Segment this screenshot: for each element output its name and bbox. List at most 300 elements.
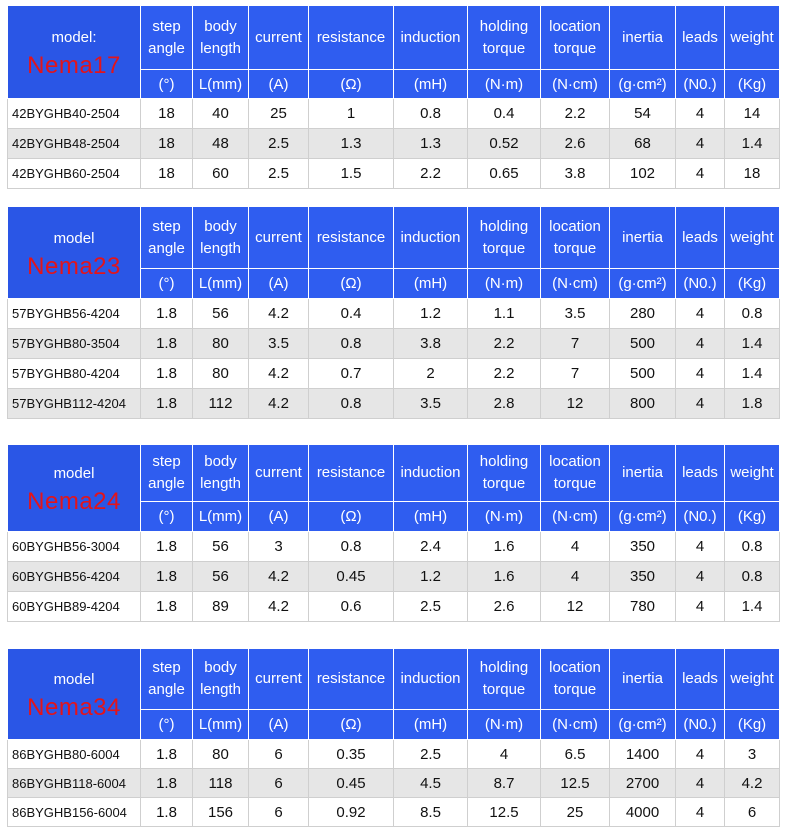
value-cell-step-angle: 18	[141, 129, 193, 159]
model-number-cell: 86BYGHB118-6004	[8, 769, 141, 798]
value-cell-current: 4.2	[249, 359, 309, 389]
unit-cell-step-angle: (°)	[141, 269, 193, 299]
value-cell-body-length: 56	[193, 299, 249, 329]
column-header-text: step	[152, 17, 181, 35]
value-cell-holding-torque: 0.52	[468, 129, 541, 159]
value-cell-leads: 4	[676, 769, 725, 798]
column-header-text: holding	[479, 659, 529, 676]
unit-cell-resistance: (Ω)	[309, 502, 394, 532]
column-header-weight	[725, 6, 780, 70]
table-row	[8, 389, 780, 419]
column-header-text: location	[549, 659, 601, 676]
unit-cell-body-length: L(mm)	[193, 269, 249, 299]
value-cell-holding-torque: 2.8	[468, 389, 541, 419]
value-cell-location-torque: 6.5	[541, 740, 610, 769]
column-header-inertia	[610, 207, 676, 269]
value-cell-resistance: 0.7	[309, 359, 394, 389]
unit-cell-inertia: (g·cm²)	[610, 502, 676, 532]
table-row	[8, 798, 780, 827]
value-cell-current: 6	[249, 769, 309, 798]
value-cell-leads: 4	[676, 532, 725, 562]
value-cell-holding-torque: 2.2	[468, 329, 541, 359]
column-header-text: body	[204, 17, 237, 35]
column-header-text: leads	[682, 228, 718, 246]
nema-size-name: Nema34	[27, 694, 121, 721]
column-header-current	[249, 207, 309, 269]
value-cell-weight: 4.2	[725, 769, 780, 798]
unit-cell-weight: (Kg)	[725, 269, 780, 299]
column-header-text: inertia	[622, 670, 663, 687]
value-cell-resistance: 0.8	[309, 329, 394, 359]
column-header-induction	[394, 207, 468, 269]
unit-cell-body-length: L(mm)	[193, 710, 249, 740]
unit-cell-induction: (mH)	[394, 70, 468, 99]
unit-cell-location-torque: (N·cm)	[541, 710, 610, 740]
unit-cell-body-length: L(mm)	[193, 70, 249, 99]
value-cell-weight: 1.8	[725, 389, 780, 419]
value-cell-current: 2.5	[249, 129, 309, 159]
model-number-cell: 57BYGHB112-4204	[8, 389, 141, 419]
unit-cell-current: (A)	[249, 70, 309, 99]
unit-cell-location-torque: (N·cm)	[541, 269, 610, 299]
column-header-step-angle	[141, 649, 193, 710]
column-header-current	[249, 445, 309, 502]
column-header-text: location	[549, 453, 601, 470]
table-row	[8, 129, 780, 159]
column-header-text: angle	[148, 475, 185, 492]
table-row	[8, 532, 780, 562]
value-cell-leads: 4	[676, 592, 725, 622]
value-cell-induction: 0.8	[394, 99, 468, 129]
value-cell-induction: 3.5	[394, 389, 468, 419]
unit-cell-location-torque: (N·cm)	[541, 70, 610, 99]
column-header-leads	[676, 445, 725, 502]
column-header-leads	[676, 207, 725, 269]
value-cell-resistance: 0.92	[309, 798, 394, 827]
value-cell-body-length: 56	[193, 562, 249, 592]
column-header-resistance	[309, 649, 394, 710]
column-header-resistance	[309, 445, 394, 502]
model-label: model	[53, 671, 95, 688]
value-cell-induction: 1.3	[394, 129, 468, 159]
column-header-text: step	[152, 453, 181, 470]
value-cell-location-torque: 12	[541, 592, 610, 622]
column-header-text: resistance	[316, 464, 386, 481]
value-cell-leads: 4	[676, 99, 725, 129]
unit-cell-holding-torque: (N·m)	[468, 502, 541, 532]
column-header-text: torque	[482, 39, 526, 57]
value-cell-holding-torque: 2.2	[468, 359, 541, 389]
unit-cell-inertia: (g·cm²)	[610, 70, 676, 99]
column-header-text: length	[200, 39, 241, 57]
table-body	[8, 740, 780, 827]
table-row	[8, 159, 780, 189]
column-header-text: leads	[682, 670, 718, 687]
spec-table-nema24	[7, 444, 780, 622]
value-cell-body-length: 56	[193, 532, 249, 562]
value-cell-current: 3	[249, 532, 309, 562]
column-header-text: torque	[553, 239, 597, 257]
value-cell-current: 3.5	[249, 329, 309, 359]
column-header-location-torque	[541, 649, 610, 710]
unit-cell-inertia: (g·cm²)	[610, 710, 676, 740]
table-header	[8, 649, 780, 740]
column-header-text: resistance	[316, 228, 386, 246]
header-row	[8, 445, 780, 502]
value-cell-current: 4.2	[249, 592, 309, 622]
model-header-cell	[8, 649, 141, 740]
column-header-text: induction	[400, 28, 461, 46]
value-cell-holding-torque: 0.4	[468, 99, 541, 129]
table-row	[8, 359, 780, 389]
column-header-text: weight	[730, 28, 774, 46]
value-cell-weight: 0.8	[725, 299, 780, 329]
column-header-text: current	[255, 228, 302, 246]
unit-cell-resistance: (Ω)	[309, 269, 394, 299]
unit-cell-resistance: (Ω)	[309, 710, 394, 740]
value-cell-current: 4.2	[249, 299, 309, 329]
column-header-text: induction	[400, 670, 461, 687]
value-cell-induction: 2.5	[394, 740, 468, 769]
column-header-holding-torque	[468, 207, 541, 269]
column-header-text: torque	[553, 39, 597, 57]
value-cell-leads: 4	[676, 129, 725, 159]
column-header-text: length	[200, 475, 241, 492]
value-cell-current: 6	[249, 740, 309, 769]
column-header-text: weight	[730, 464, 774, 481]
unit-cell-leads: (N0.)	[676, 502, 725, 532]
model-header-cell	[8, 207, 141, 299]
table-row	[8, 740, 780, 769]
value-cell-body-length: 118	[193, 769, 249, 798]
nema-size-name: Nema23	[27, 252, 121, 280]
value-cell-step-angle: 18	[141, 99, 193, 129]
unit-cell-holding-torque: (N·m)	[468, 710, 541, 740]
spec-table-nema17	[7, 5, 780, 189]
value-cell-inertia: 500	[610, 329, 676, 359]
column-header-text: weight	[730, 670, 774, 687]
column-header-text: current	[255, 464, 302, 481]
value-cell-inertia: 350	[610, 562, 676, 592]
value-cell-current: 2.5	[249, 159, 309, 189]
value-cell-step-angle: 1.8	[141, 359, 193, 389]
value-cell-weight: 14	[725, 99, 780, 129]
value-cell-leads: 4	[676, 740, 725, 769]
unit-cell-location-torque: (N·cm)	[541, 502, 610, 532]
column-header-leads	[676, 649, 725, 710]
value-cell-location-torque: 12	[541, 389, 610, 419]
model-number-cell: 42BYGHB48-2504	[8, 129, 141, 159]
value-cell-inertia: 1400	[610, 740, 676, 769]
value-cell-location-torque: 7	[541, 359, 610, 389]
value-cell-induction: 2.4	[394, 532, 468, 562]
value-cell-holding-torque: 1.1	[468, 299, 541, 329]
column-header-text: resistance	[316, 28, 386, 46]
model-number-cell: 57BYGHB80-3504	[8, 329, 141, 359]
model-number-cell: 60BYGHB89-4204	[8, 592, 141, 622]
column-header-holding-torque	[468, 649, 541, 710]
value-cell-location-torque: 2.2	[541, 99, 610, 129]
value-cell-resistance: 0.6	[309, 592, 394, 622]
value-cell-leads: 4	[676, 389, 725, 419]
column-header-holding-torque	[468, 6, 541, 70]
value-cell-body-length: 40	[193, 99, 249, 129]
value-cell-body-length: 156	[193, 798, 249, 827]
value-cell-inertia: 500	[610, 359, 676, 389]
unit-cell-holding-torque: (N·m)	[468, 70, 541, 99]
column-header-holding-torque	[468, 445, 541, 502]
unit-cell-resistance: (Ω)	[309, 70, 394, 99]
column-header-text: leads	[682, 28, 718, 46]
model-number-cell: 57BYGHB56-4204	[8, 299, 141, 329]
value-cell-induction: 1.2	[394, 562, 468, 592]
model-header-cell	[8, 6, 141, 99]
column-header-resistance	[309, 6, 394, 70]
column-header-text: induction	[400, 464, 461, 481]
table-header	[8, 6, 780, 99]
value-cell-holding-torque: 2.6	[468, 592, 541, 622]
model-label: model	[53, 229, 95, 247]
table-header	[8, 207, 780, 299]
value-cell-weight: 1.4	[725, 329, 780, 359]
column-header-text: leads	[682, 464, 718, 481]
unit-cell-step-angle: (°)	[141, 502, 193, 532]
value-cell-leads: 4	[676, 562, 725, 592]
unit-cell-leads: (N0.)	[676, 710, 725, 740]
column-header-text: step	[152, 659, 181, 676]
column-header-induction	[394, 649, 468, 710]
column-header-body-length	[193, 6, 249, 70]
value-cell-holding-torque: 1.6	[468, 532, 541, 562]
column-header-induction	[394, 6, 468, 70]
value-cell-weight: 6	[725, 798, 780, 827]
value-cell-current: 4.2	[249, 389, 309, 419]
unit-cell-induction: (mH)	[394, 502, 468, 532]
value-cell-induction: 3.8	[394, 329, 468, 359]
column-header-text: torque	[482, 681, 526, 698]
value-cell-location-torque: 7	[541, 329, 610, 359]
table-header	[8, 445, 780, 532]
table-body	[8, 299, 780, 419]
value-cell-current: 4.2	[249, 562, 309, 592]
column-header-text: inertia	[622, 28, 663, 46]
model-header-cell	[8, 445, 141, 532]
value-cell-induction: 2.5	[394, 592, 468, 622]
value-cell-step-angle: 1.8	[141, 740, 193, 769]
value-cell-body-length: 80	[193, 359, 249, 389]
column-header-step-angle	[141, 207, 193, 269]
table-row	[8, 329, 780, 359]
value-cell-body-length: 60	[193, 159, 249, 189]
model-number-cell: 42BYGHB40-2504	[8, 99, 141, 129]
value-cell-location-torque: 3.5	[541, 299, 610, 329]
value-cell-leads: 4	[676, 798, 725, 827]
column-header-weight	[725, 649, 780, 710]
value-cell-step-angle: 1.8	[141, 329, 193, 359]
column-header-body-length	[193, 649, 249, 710]
value-cell-current: 25	[249, 99, 309, 129]
value-cell-location-torque: 12.5	[541, 769, 610, 798]
table-row	[8, 592, 780, 622]
value-cell-body-length: 89	[193, 592, 249, 622]
unit-cell-current: (A)	[249, 502, 309, 532]
value-cell-resistance: 0.4	[309, 299, 394, 329]
table-row	[8, 99, 780, 129]
column-header-text: body	[204, 453, 237, 470]
value-cell-leads: 4	[676, 299, 725, 329]
nema-size-name: Nema24	[27, 488, 121, 515]
value-cell-resistance: 0.45	[309, 562, 394, 592]
column-header-text: holding	[479, 453, 529, 470]
column-header-text: inertia	[622, 464, 663, 481]
table-body	[8, 532, 780, 622]
unit-cell-weight: (Kg)	[725, 710, 780, 740]
column-header-resistance	[309, 207, 394, 269]
column-header-text: holding	[479, 17, 529, 35]
value-cell-leads: 4	[676, 359, 725, 389]
value-cell-body-length: 112	[193, 389, 249, 419]
model-number-cell: 57BYGHB80-4204	[8, 359, 141, 389]
model-number-cell: 42BYGHB60-2504	[8, 159, 141, 189]
model-number-cell: 86BYGHB80-6004	[8, 740, 141, 769]
value-cell-induction: 2	[394, 359, 468, 389]
model-label: model	[53, 465, 95, 482]
column-header-text: angle	[148, 681, 185, 698]
value-cell-leads: 4	[676, 159, 725, 189]
column-header-text: location	[549, 17, 601, 35]
value-cell-resistance: 1.3	[309, 129, 394, 159]
value-cell-body-length: 80	[193, 329, 249, 359]
value-cell-inertia: 280	[610, 299, 676, 329]
column-header-text: torque	[482, 475, 526, 492]
value-cell-step-angle: 1.8	[141, 562, 193, 592]
value-cell-weight: 3	[725, 740, 780, 769]
column-header-induction	[394, 445, 468, 502]
value-cell-weight: 0.8	[725, 562, 780, 592]
value-cell-current: 6	[249, 798, 309, 827]
unit-cell-weight: (Kg)	[725, 502, 780, 532]
column-header-current	[249, 6, 309, 70]
column-header-inertia	[610, 649, 676, 710]
value-cell-location-torque: 4	[541, 532, 610, 562]
column-header-current	[249, 649, 309, 710]
value-cell-step-angle: 1.8	[141, 798, 193, 827]
column-header-text: weight	[730, 228, 774, 246]
column-header-text: holding	[479, 217, 529, 235]
value-cell-holding-torque: 0.65	[468, 159, 541, 189]
column-header-weight	[725, 207, 780, 269]
column-header-body-length	[193, 207, 249, 269]
value-cell-inertia: 350	[610, 532, 676, 562]
value-cell-step-angle: 1.8	[141, 299, 193, 329]
header-row	[8, 207, 780, 269]
value-cell-inertia: 54	[610, 99, 676, 129]
unit-cell-body-length: L(mm)	[193, 502, 249, 532]
column-header-text: resistance	[316, 670, 386, 687]
nema-size-name: Nema17	[27, 52, 121, 79]
column-header-inertia	[610, 445, 676, 502]
unit-cell-current: (A)	[249, 269, 309, 299]
value-cell-inertia: 4000	[610, 798, 676, 827]
value-cell-weight: 1.4	[725, 359, 780, 389]
unit-cell-induction: (mH)	[394, 269, 468, 299]
unit-cell-step-angle: (°)	[141, 710, 193, 740]
value-cell-induction: 1.2	[394, 299, 468, 329]
value-cell-resistance: 1.5	[309, 159, 394, 189]
table-row	[8, 299, 780, 329]
value-cell-resistance: 0.35	[309, 740, 394, 769]
column-header-text: length	[200, 681, 241, 698]
unit-cell-leads: (N0.)	[676, 70, 725, 99]
spec-table-nema34	[7, 648, 780, 827]
value-cell-induction: 2.2	[394, 159, 468, 189]
column-header-step-angle	[141, 445, 193, 502]
column-header-text: current	[255, 670, 302, 687]
value-cell-holding-torque: 12.5	[468, 798, 541, 827]
value-cell-inertia: 2700	[610, 769, 676, 798]
value-cell-induction: 8.5	[394, 798, 468, 827]
value-cell-inertia: 800	[610, 389, 676, 419]
unit-cell-weight: (Kg)	[725, 70, 780, 99]
spec-table-nema23	[7, 206, 780, 419]
unit-cell-holding-torque: (N·m)	[468, 269, 541, 299]
column-header-text: current	[255, 28, 302, 46]
column-header-body-length	[193, 445, 249, 502]
value-cell-location-torque: 3.8	[541, 159, 610, 189]
unit-cell-step-angle: (°)	[141, 70, 193, 99]
model-label: model:	[51, 29, 97, 46]
column-header-text: step	[152, 217, 181, 235]
value-cell-resistance: 0.8	[309, 389, 394, 419]
value-cell-body-length: 80	[193, 740, 249, 769]
column-header-text: body	[204, 659, 237, 676]
column-header-weight	[725, 445, 780, 502]
model-number-cell: 60BYGHB56-3004	[8, 532, 141, 562]
column-header-text: torque	[553, 681, 597, 698]
header-row	[8, 6, 780, 70]
value-cell-holding-torque: 1.6	[468, 562, 541, 592]
value-cell-weight: 18	[725, 159, 780, 189]
table-row	[8, 769, 780, 798]
unit-cell-induction: (mH)	[394, 710, 468, 740]
value-cell-location-torque: 2.6	[541, 129, 610, 159]
model-number-cell: 60BYGHB56-4204	[8, 562, 141, 592]
column-header-text: length	[200, 239, 241, 257]
value-cell-resistance: 0.45	[309, 769, 394, 798]
value-cell-holding-torque: 8.7	[468, 769, 541, 798]
unit-cell-inertia: (g·cm²)	[610, 269, 676, 299]
column-header-step-angle	[141, 6, 193, 70]
value-cell-induction: 4.5	[394, 769, 468, 798]
value-cell-weight: 1.4	[725, 129, 780, 159]
value-cell-step-angle: 1.8	[141, 532, 193, 562]
value-cell-body-length: 48	[193, 129, 249, 159]
column-header-text: torque	[553, 475, 597, 492]
value-cell-weight: 0.8	[725, 532, 780, 562]
value-cell-leads: 4	[676, 329, 725, 359]
column-header-leads	[676, 6, 725, 70]
column-header-text: induction	[400, 228, 461, 246]
value-cell-inertia: 68	[610, 129, 676, 159]
column-header-inertia	[610, 6, 676, 70]
column-header-text: body	[204, 217, 237, 235]
table-row	[8, 562, 780, 592]
header-row	[8, 649, 780, 710]
value-cell-step-angle: 1.8	[141, 769, 193, 798]
column-header-text: torque	[482, 239, 526, 257]
value-cell-step-angle: 1.8	[141, 592, 193, 622]
value-cell-location-torque: 25	[541, 798, 610, 827]
